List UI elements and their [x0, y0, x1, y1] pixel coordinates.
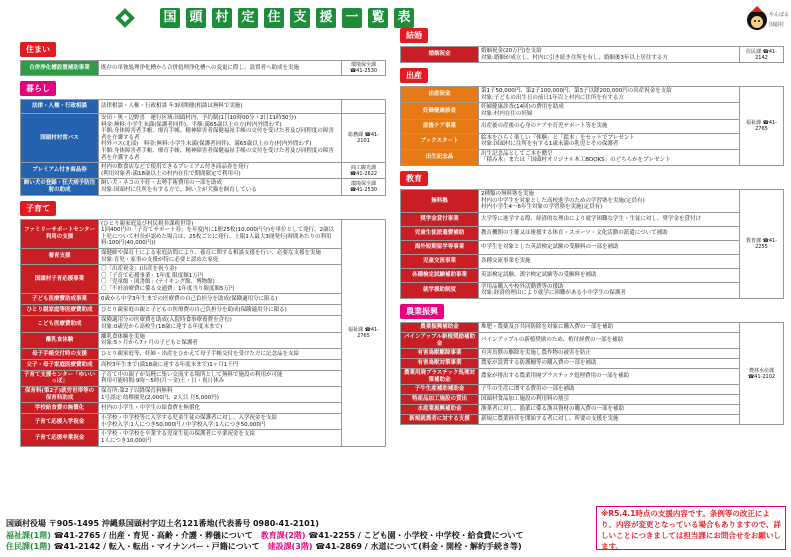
row-desc: 堆肥・農薬及び共同防除を対象に購入費の一部を補助 [479, 322, 740, 332]
row-label: 子ども医療費助成事業 [21, 294, 99, 305]
table-row [401, 103, 784, 119]
row-desc: 子牛の生産に関する費用の一部を補助 [479, 385, 740, 395]
row-desc: 高校3年生まで(満18歳に達する年度末まで)1ヶ月1千円 [99, 359, 342, 370]
table-row [21, 61, 386, 76]
row-dept: 福祉課 ☎41-2765 [740, 87, 784, 166]
row-desc: 有害鳥獣の駆除を実施し農作物の被害を防止 [479, 349, 740, 359]
table-row [21, 100, 386, 114]
table-row [401, 349, 784, 359]
nogyo-table [400, 322, 784, 425]
table-row [401, 240, 784, 254]
row-label: 養育支援 [21, 248, 99, 264]
table-row [401, 415, 784, 425]
row-desc: 出生記念品としてご本を贈呈 「積み木」または「国頭村オリジナル木工BOOKS」のどちらかをプレゼント [479, 149, 740, 165]
table-row [21, 332, 386, 348]
row-desc [99, 114, 342, 163]
table-row [21, 414, 386, 430]
row-label: 児童生徒派遣費補助 [401, 226, 479, 240]
table-row [21, 294, 386, 305]
title-char: 頭 [186, 8, 206, 28]
kurashi-table [20, 99, 386, 196]
row-desc: 漁業者に対し、漁業に係る漁具資材の購入費の一部を補助 [479, 405, 740, 415]
row-label: 合併浄化槽設置補助事業 [21, 61, 99, 76]
row-label: 出産祝金 [401, 87, 479, 103]
row-dept: 住民課 ☎41-2142 [740, 47, 784, 63]
section-kyoiku: 教育 [400, 171, 428, 186]
table-row [401, 87, 784, 103]
row-label: 特産品加工施設の貸出 [401, 395, 479, 405]
row-desc: ひとり親家庭の親と子どもの医療費の自己負担分を助成(保険適用分に限る) [99, 305, 342, 316]
table-row [401, 189, 784, 212]
table-row [401, 226, 784, 240]
left-column [20, 42, 386, 447]
footer-row-2: 住民課(1階) ☎41-2142 / 転入・転出・マイナンバー・戸籍について 建設課(3階) ☎41-2869 / 水道について(料金・開栓・解約手続き等) [6, 542, 522, 552]
row-desc: 新規に農業経営を開始する者に対し、所要の支援を実施 [479, 415, 740, 425]
table-row [401, 268, 784, 282]
row-label: 農業用廃プラスチック処理対策補助金 [401, 369, 479, 385]
row-desc: 離乳食体験を実施 対象:5ヶ月から7ヶ月の子どもと保護者 [99, 332, 342, 348]
row-desc: 小学校・中学校を卒業する児童生徒の保護者に卒業祝金を支給 1人につき10,000円 [99, 430, 342, 446]
table-row [401, 133, 784, 149]
row-desc: 保育所:第2子以降保育料無料 1号認定:幼稚園児(2,000円、2人目 月5,000円) [99, 387, 342, 403]
row-label: 母子手帳交付時の支援 [21, 348, 99, 359]
row-label: 農業振興補助金 [401, 322, 479, 332]
table-row [401, 47, 784, 63]
village-logo-icon [115, 8, 135, 28]
row-desc: 既存の単独処理浄化槽から合併処理浄化槽への変更に際し、設置者へ助成を実施 [99, 61, 342, 76]
table-row [21, 163, 386, 179]
row-label: 父子・母子家庭医療費助成 [21, 359, 99, 370]
row-label: 婚姻祝金 [401, 47, 479, 63]
kosodate-table [20, 219, 386, 447]
section-sumai: 住まい [20, 42, 56, 57]
title-char: 覧 [368, 8, 388, 28]
table-row [401, 369, 784, 385]
table-row [401, 254, 784, 268]
table-row [401, 149, 784, 165]
table-row [21, 316, 386, 332]
section-kosodate: 子育て [20, 201, 56, 216]
table-row [21, 387, 386, 403]
row-label: 法律・人権・行政相談 [21, 100, 99, 114]
row-dept: 商工観光課 ☎41-2622 [342, 163, 386, 179]
row-desc: 出産後の産後の心身のケアや育児サポート等を実施 [479, 119, 740, 133]
row-dept: 教育課 ☎41-2255 [740, 189, 784, 298]
row-desc: 教育機関の主催又は後援する体育・スポーツ・文化活動の派遣について補助 [479, 226, 740, 240]
row-dept: 環境保全課 ☎41-2530 [342, 179, 386, 195]
kyoiku-table [400, 189, 784, 299]
row-desc: 各種交流事業を実施 [479, 254, 740, 268]
row-desc: 中学生を対象とした英語検定試験の受験料の一部を補助 [479, 240, 740, 254]
row-desc: 飼い犬・ネコの不妊・去勢手術費用の一部を助成 対象:国頭村に住所を有する方で、飼い主が犬猫を飼育している [99, 179, 342, 195]
section-kurashi: 暮らし [20, 81, 56, 96]
row-dept: 福祉課 ☎41-2765 [342, 219, 386, 446]
row-desc: 農家が排出する農業用廃プラスチック処理費用の一部を補助 [479, 369, 740, 385]
section-shussan: 出産 [400, 68, 428, 83]
section-kekkon: 結婚 [400, 28, 428, 43]
row-label: 出生記念品 [401, 149, 479, 165]
row-label: 有害鳥獣駆除事業 [401, 349, 479, 359]
title-char: 定 [238, 8, 258, 28]
table-row [21, 370, 386, 386]
sumai-table [20, 60, 386, 76]
row-desc: 村内の飲食店などで使用できるプレミアム付き商品券を発行 (利用対象者:満18歳以上の村内在住で期間限定で利用可) [99, 163, 342, 179]
row-desc: 村内の小学生・中学生の給食費を無償化 [99, 403, 342, 414]
row-label: 子育て支援センター「ゆいいっぽ」 [21, 370, 99, 386]
row-label: ファミリーサポートセンター利用の支援 [21, 219, 99, 248]
row-label: 飼い犬の登録・狂犬病予防注射の助成 [21, 179, 99, 195]
svg-text:国頭村: 国頭村 [769, 22, 785, 28]
table-row [401, 282, 784, 298]
row-desc: 子育て中の親子が気軽に集い交流する場所として無料で施設の利用が可能 利用可能時間:9時～5時(月～金)土・日・祝日休み [99, 370, 342, 386]
row-dept [342, 100, 386, 114]
row-label: 離乳食体験 [21, 332, 99, 348]
row-label: 就学援助制度 [401, 282, 479, 298]
row-desc: 保険適用分の医療費を助成(入院時食事療養費を含む) 対象:0歳児から高校生(18歳に達する年度末まで) [99, 316, 342, 332]
right-column [400, 28, 784, 425]
row-dept: 農林水産課 ☎41-2102 [740, 322, 784, 424]
section-nogyo: 農業振興 [400, 304, 444, 319]
row-desc: 〇「出産祝金」(出産を祝う金) 〇「子育て応援事業」1年度 限度額1万円 〇「児童館・図書館」(ナイキング館、博物館) 〇「不妊治療費に係る交通費」1年度当り限度額5万円 [99, 265, 342, 294]
table-row [21, 359, 386, 370]
footer [6, 518, 592, 553]
row-desc: 第1子50,000円、第2子100,000円、第3子以降200,000円の出産祝金を支給 対象:子どもの出生日の前日1年以上村内に住所を有する方 [479, 87, 740, 103]
table-row [21, 348, 386, 359]
row-label: 産後ケア事業 [401, 119, 479, 133]
row-label: 児童交流事業 [401, 254, 479, 268]
table-row [21, 265, 386, 294]
row-dept: 総務課 ☎41-2101 [342, 114, 386, 163]
row-desc: 法律相談・人権・行政相談 年3回開催(相談は無料で実施) [99, 100, 342, 114]
kekkon-table [400, 46, 784, 63]
row-desc: 大学等に進学する際、経済的な理由により就学困難な学生・生徒に対し、奨学金を貸付け [479, 212, 740, 226]
row-label: 有害鳥獣対策事業 [401, 359, 479, 369]
table-row [21, 179, 386, 195]
table-row [401, 359, 784, 369]
row-desc: (ひとり親家庭及び村民税非課税世帯) 1回400円の「子育てサポート券」を年度内に1冊25枚(10,000円分)を単位として発行、2歳以上児について村長が認めた場合は、25枚ごとに発行、上限1人最大3冊発行(時間あたりの利用料:100円(40,000円)) [99, 219, 342, 248]
table-row [401, 405, 784, 415]
title-char: 国 [160, 8, 180, 28]
table-row [401, 322, 784, 332]
table-row [21, 219, 386, 248]
title-char: 住 [264, 8, 284, 28]
row-label: 新規就農者に対する支援 [401, 415, 479, 425]
row-desc: 農家が設置する防護柵等の購入費の一部を補助 [479, 359, 740, 369]
table-row [21, 403, 386, 414]
row-label: 奨学金貸付事業 [401, 212, 479, 226]
row-desc: 絵本をひらく楽しい「体験」と「絵本」をセットでプレゼント 対象:国頭村に住所を有する1歳未満の乳児とその保護者 [479, 133, 740, 149]
table-row [21, 248, 386, 264]
table-row [401, 212, 784, 226]
row-desc: パインアップルの新植奨励のため、植付経費の一部を補助 [479, 332, 740, 348]
title-char: 表 [394, 8, 414, 28]
row-desc: 国頭村食品加工施設の利用料の割引 [479, 395, 740, 405]
table-row [21, 430, 386, 446]
row-label: 子牛生産補助補助金 [401, 385, 479, 395]
row-label: ブックスタート [401, 133, 479, 149]
row-label: 各種検定試験補助事業 [401, 268, 479, 282]
row-desc: 英語検定試験、漢字検定試験等の受験料を補助 [479, 268, 740, 282]
table-row [21, 305, 386, 316]
row-desc: 0歳から中学3年生までの医療費の自己負担分を助成(保険適用分に限る) [99, 294, 342, 305]
table-row [401, 395, 784, 405]
bus-route-2: 村外バス(北部) 料金:無料:小学生未満(保護者同伴)、満65歳以上の方(村内外問わず) 半額:身体障害者手帳、療育手帳、精神障害者保健福祉手帳の交付を受けた者及び同程度の障害者を介護する者 [101, 141, 334, 161]
row-desc: 2種類の無料塾を実施 村内の中学生を対象とした高校進学のための学習塾を実施(定員有) 村内小学生4～6年生対象の学習塾を実施(定員有) [479, 189, 740, 212]
row-label: 保育料(第2子)就労世帯等の保育料助成 [21, 387, 99, 403]
row-desc: 婚姻祝金(20万円)を支給 対象:婚姻が成立し、村内に引き続き住所を有し、婚姻後3年以上居住する方 [479, 47, 740, 63]
row-desc: ひとり親家庭等、妊婦・出産をひかえて母子手帳交付を受けた方に記念品を支給 [99, 348, 342, 359]
notice-box: ※R5.4.1時点の支援内容です。条例等の改正により、内容が変更となっている場合もありますので、詳しいことにつきましては担当課にお問合せをお願いします。 [596, 506, 786, 550]
row-label: こども医療費助成 [21, 316, 99, 332]
page-title [160, 8, 414, 28]
row-label: 無料塾 [401, 189, 479, 212]
row-label: 学校給食費の無償化 [21, 403, 99, 414]
table-row [21, 114, 386, 163]
footer-row-1: 福祉課(1階) ☎41-2765 / 出産・育児・高齢・介護・葬儀について 教育課(2階) ☎41-2255 / こども園・小学校・中学校・給食費について [6, 530, 524, 540]
shussan-table [400, 86, 784, 166]
bus-route-1: 安田・奥・辺野喜 運行区域:国頭村内、予約制(1日10時00分・2日11時30分) 料金:無料:小学生未満(保護者同伴)、半額:満65歳以上の方(村内外問わず) 半額:身体障害者手帳、療育手帳、精神障害者保健福祉手帳の交付を受けた者及び同程度の障害者を介護する者 [101, 115, 334, 141]
row-label: 国頭村村営バス [21, 114, 99, 163]
row-desc: 保健師や保育士による家庭訪問により、養育に関する相談支援を行い、必要な支援を実施 対象:育児・家事の支援が特に必要と認めた家庭 [99, 248, 342, 264]
row-desc: 妊婦健康診査(14回)の費用を助成 対象:村内在住の妊婦 [479, 103, 740, 119]
footer-address: 国頭村役場 〒905-1495 沖縄県国頭村字辺土名121番地(代表番号 0980-41-2101) [6, 519, 319, 528]
row-label: プレミアム付き商品券 [21, 163, 99, 179]
row-label: パインアップル新植奨励補助金 [401, 332, 479, 348]
title-char: 援 [316, 8, 336, 28]
row-desc: 学用品購入や校外活動費等の援助 対象:経済的理由により就学に困難がある小中学生の保護者 [479, 282, 740, 298]
title-char: 支 [290, 8, 310, 28]
row-dept: 環境保全課 ☎41-2530 [342, 61, 386, 76]
row-label: 海外短期留学等事業 [401, 240, 479, 254]
row-label: ひとり親家庭等医療費助成 [21, 305, 99, 316]
row-label: 妊婦健康診査 [401, 103, 479, 119]
title-char: 村 [212, 8, 232, 28]
row-label: 子育て応援卒業祝金 [21, 430, 99, 446]
title-char: 一 [342, 8, 362, 28]
row-desc: 小学校・中学校等に入学する児童生徒の保護者に対し、入学祝金を支給 小学校入学:1人につき50,000円 / 中学校入学:1人につき50,000円 [99, 414, 342, 430]
table-row [401, 385, 784, 395]
svg-text:やんばる: やんばる [769, 12, 790, 18]
table-row [401, 332, 784, 348]
table-row [401, 119, 784, 133]
row-label: 国頭村子育応援事業 [21, 265, 99, 294]
row-label: 水産業振興補助金 [401, 405, 479, 415]
row-label: 子育て応援入学祝金 [21, 414, 99, 430]
